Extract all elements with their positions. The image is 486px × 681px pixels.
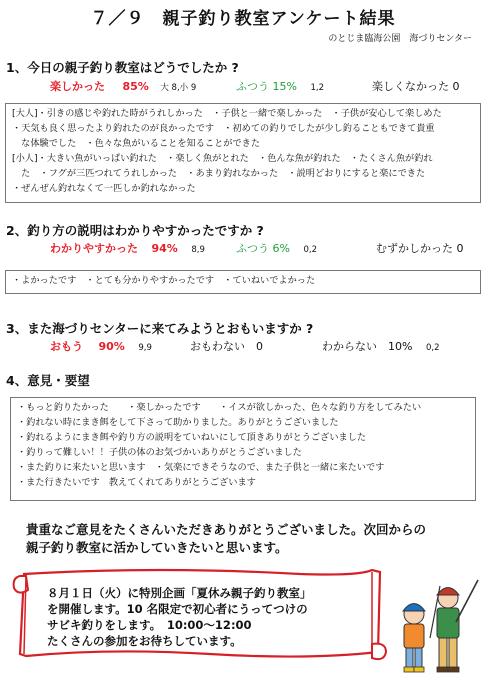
- q3-answer-unsure-count: 0,2: [425, 343, 440, 353]
- comment-line: ・天気も良く思ったより釣れたのが良かったです ・初めての釣りでしたが少し釣ることもできて貴重: [12, 123, 435, 134]
- question-1: 1、今日の親子釣り教室はどうでしたか ?: [6, 60, 239, 75]
- question-4: 4、意見・要望: [6, 373, 90, 388]
- closing-line: 親子釣り教室に活かしていきたいと思います。: [26, 540, 288, 555]
- comment-line: ・また行きたいです 教えてくれてありがとうございます: [17, 477, 256, 488]
- q1-answer-not-fun: 楽しくなかった 0: [372, 80, 460, 93]
- q1-answer-normal-label: ふつう 15%: [236, 80, 297, 93]
- q1-comments-box: [5, 103, 481, 203]
- q1-answer-fun-percent: 85%: [122, 80, 149, 93]
- comment-line: ・釣れない時にまき餌をして下さって助かりました。ありがとうございました: [17, 417, 339, 428]
- q2-answer-easy-label: わかりやすかった: [50, 242, 138, 255]
- page-title: ７／９ 親子釣り教室アンケート結果: [90, 9, 396, 29]
- question-2: 2、釣り方の説明はわかりやすかったですか ?: [6, 223, 264, 238]
- q3-answer-yes-label: おもう: [50, 340, 83, 353]
- q2-answer-easy-count: 8,9: [191, 245, 205, 255]
- q4-comments-box: [10, 397, 476, 501]
- q3-answer-yes: [50, 338, 152, 354]
- closing-message: [26, 521, 426, 557]
- fishing-family-illustration: [390, 578, 482, 678]
- q2-answer-easy: [50, 240, 205, 256]
- q3-answer-yes-percent: 90%: [98, 340, 125, 353]
- q2-comments-box: [5, 270, 481, 294]
- announcement-line: サビキ釣りをします。 10:00〜12:00: [47, 618, 252, 632]
- comment-line: ・釣りって難しい！！子供の体のお気づかいありがとうございました: [17, 447, 302, 458]
- q2-answer-normal-count: 0,2: [303, 245, 317, 255]
- comment-line: ・また釣りに来たいと思います ・気楽にできそうなので、また子供と一緒に来たいです: [17, 462, 385, 473]
- q1-answer-fun-label: 楽しかった: [50, 80, 105, 93]
- comment-line: ・釣れるようにまき餌や釣り方の説明をていねいにして頂きありがとうございました: [17, 432, 367, 443]
- announcement-line: たくさんの参加をお待ちしています。: [47, 634, 242, 648]
- comment-line: ・よかったです ・とても分かりやすかったです ・ていねいでよかった: [12, 275, 316, 286]
- announcement-line: を開催します。10 名限定で初心者にうってつけの: [47, 602, 308, 616]
- q2-answer-normal-label: ふつう 6%: [236, 242, 290, 255]
- q3-answer-unsure-label: わからない 10%: [322, 340, 413, 353]
- q3-answer-no: おもわない 0: [190, 340, 263, 353]
- comment-line: ・もっと釣りたかった ・楽しかったです ・イスが欲しかった、色々な釣り方をしてみたい: [17, 402, 422, 413]
- comment-line: た ・フグが三匹つれてうれしかった ・あまり釣れなかった ・説明どおりにすると楽にできた: [12, 168, 426, 179]
- q2-answer-normal: [236, 240, 317, 256]
- q2-answer-easy-percent: 94%: [151, 242, 178, 255]
- q3-answer-unsure: [322, 338, 439, 354]
- announcement-line: ８月１日（火）に特別企画「夏休み親子釣り教室」: [47, 586, 312, 600]
- organization-name: のとじま臨海公園 海づりセンター: [328, 34, 472, 44]
- q2-answer-difficult: むずかしかった 0: [376, 242, 464, 255]
- comment-line: [大人]・引きの感じや釣れた時がうれしかった ・子供と一緒で楽しかった ・子供が安心して楽しめた: [12, 108, 442, 119]
- closing-line: 貴重なご意見をたくさんいただきありがとうございました。次回からの: [26, 522, 427, 537]
- question-3: 3、また海づりセンターに来てみようとおもいますか ?: [6, 321, 314, 336]
- announcement-text: [47, 585, 312, 649]
- q1-answer-normal: [236, 78, 324, 94]
- comment-line: な体験でした ・色々な魚がいることを知ることができた: [12, 138, 261, 149]
- q1-answer-fun-count: 大 8,小 9: [160, 83, 197, 93]
- q3-answer-yes-count: 9,9: [138, 343, 152, 353]
- comment-line: ・ぜんぜん釣れなくて一匹しか釣れなかった: [12, 183, 196, 194]
- q1-answer-fun: [50, 78, 196, 94]
- q1-answer-normal-count: 1,2: [310, 83, 324, 93]
- comment-line: [小人]・大きい魚がいっぱい釣れた ・楽しく魚がとれた ・色んな魚が釣れた ・たくさん魚が釣れ: [12, 153, 433, 164]
